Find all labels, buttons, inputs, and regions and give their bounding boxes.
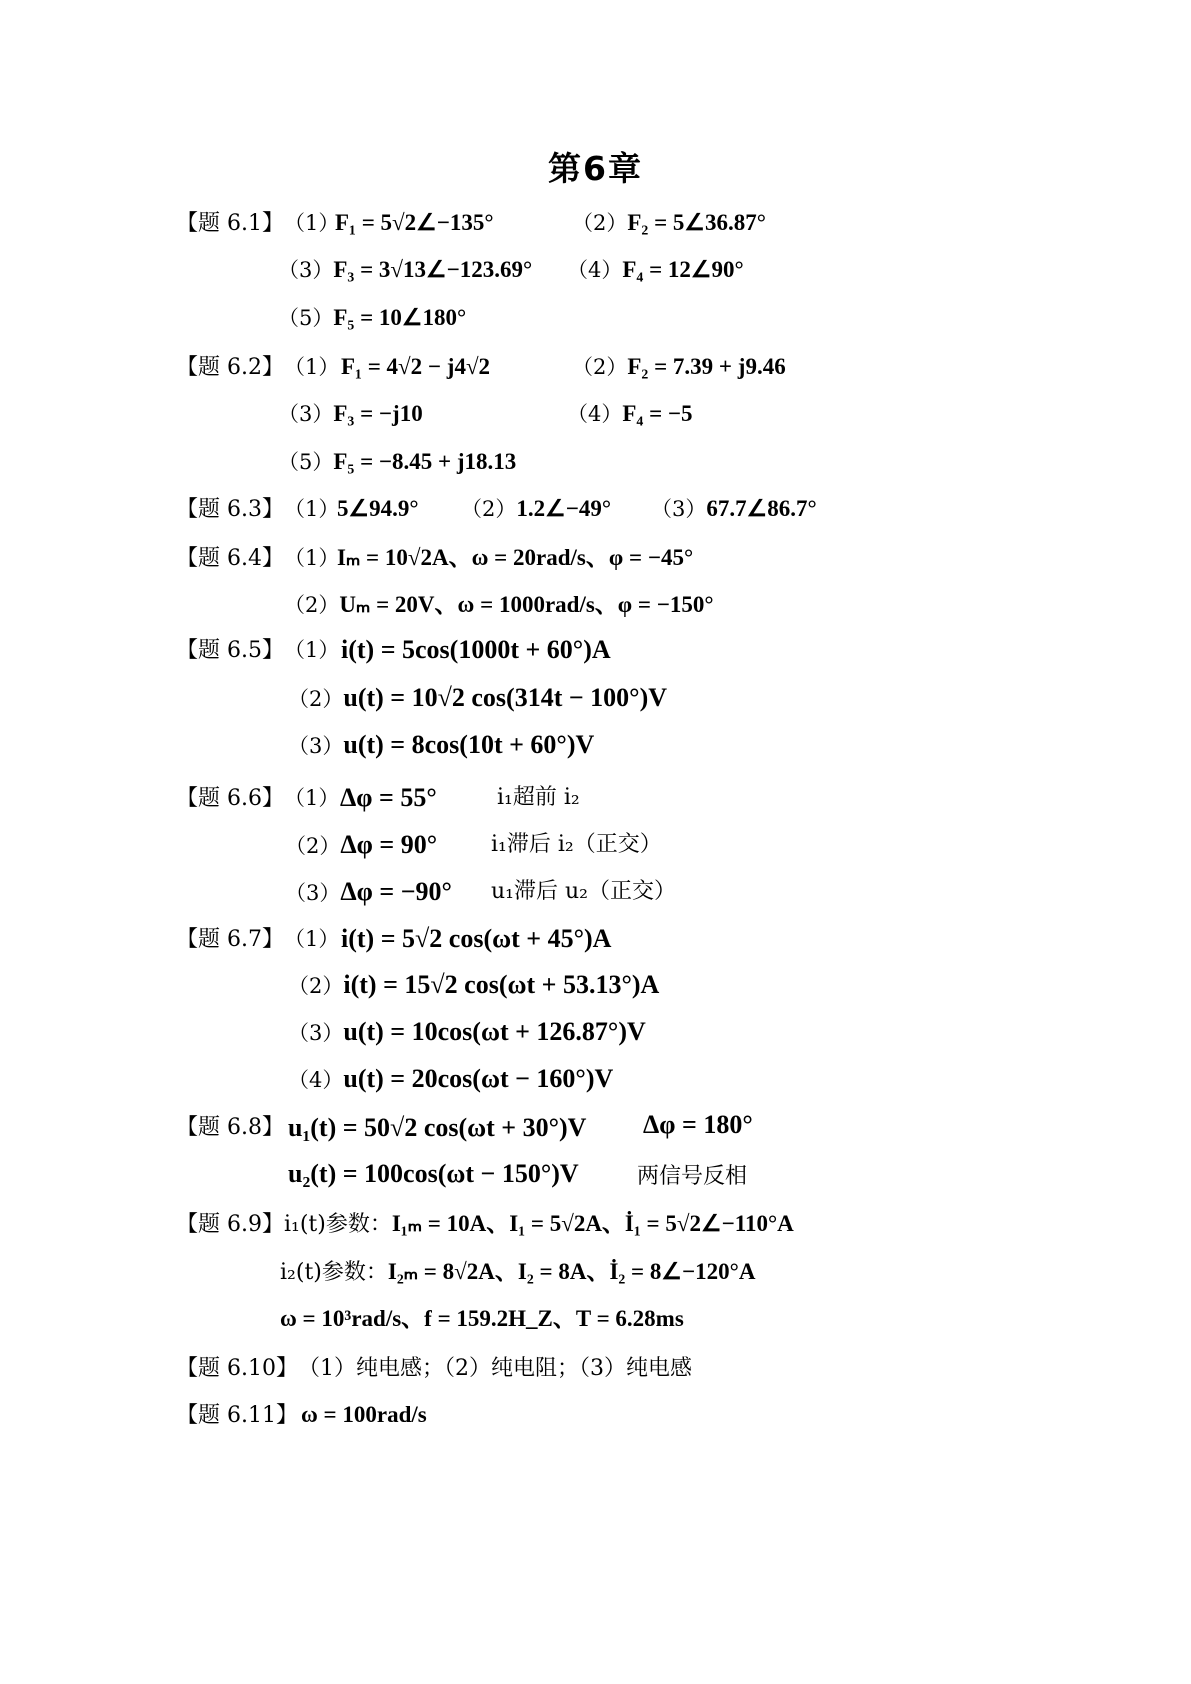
answer-expression: I₁ₘ = 10A、I₁ = 5√2A、İ₁ = 5√2∠−110°A <box>391 1211 794 1236</box>
answer-prefix: i₂(t)参数： <box>280 1260 388 1285</box>
answer-expression: ω = 10³rad/s、f = 159.2H_Z、T = 6.28ms <box>280 1306 684 1331</box>
answer-expression: u(t) = 8cos(10t + 60°)V <box>343 730 595 759</box>
answer-expression: 1.2∠−49° <box>516 496 612 521</box>
problem-6-9-line-1 <box>176 1207 794 1241</box>
answer-expression: Δφ = 180° <box>643 1110 753 1139</box>
answer-expression: F₄ = 12∠90° <box>622 257 744 282</box>
answer-expression: F₂ = 7.39 + j9.46 <box>627 354 786 379</box>
part-number: （2） <box>461 497 517 521</box>
problem-6-6-line-2 <box>285 828 437 862</box>
problem-6-11-line-1 <box>176 1399 298 1433</box>
problem-6-10-line-1 <box>176 1352 692 1386</box>
answer-expression: u(t) = 10cos(ωt + 126.87°)V <box>343 1017 646 1046</box>
answer-expression: F₅ = −8.45 + j18.13 <box>333 449 517 474</box>
part-number: （3） <box>288 1021 344 1045</box>
answer-expression: F₃ = 3√13∠−123.69° <box>333 257 533 282</box>
problem-6-8-line-1 <box>176 1111 284 1145</box>
problem-6-3-line-1 <box>176 492 339 526</box>
answer-expression: 67.7∠86.7° <box>706 496 817 521</box>
answer-expression: F₃ = −j10 <box>333 401 423 426</box>
problem-6-7-line-2 <box>288 968 659 1002</box>
problem-6-2-line-2 <box>278 397 423 431</box>
part-number: （5） <box>278 450 334 474</box>
part-number: （2） <box>572 211 628 235</box>
problem-6-7-line-4 <box>288 1062 613 1096</box>
part-number: （4） <box>567 402 623 426</box>
problem-label: 【题 6.5】 <box>176 638 284 663</box>
answer-note: i₁超前 i₂ <box>497 785 580 810</box>
part-number: （2） <box>284 593 340 617</box>
answer-expression: Δφ = 90° <box>340 830 438 859</box>
problem-6-2-line-1 <box>176 350 339 384</box>
part-number: （2） <box>285 834 341 858</box>
answer-expression: ω = 100rad/s <box>301 1402 427 1427</box>
problem-label: 【题 6.10】 <box>176 1356 298 1381</box>
answer-expression: F₁ = 5√2∠−135° <box>335 210 494 235</box>
problem-label: 【题 6.1】 <box>176 211 284 236</box>
problem-label: 【题 6.8】 <box>176 1115 284 1140</box>
problem-6-4-line-2 <box>284 588 714 622</box>
answer-expression: 5∠94.9° <box>337 496 419 521</box>
part-number: （4） <box>288 1068 344 1092</box>
answer-expression: F₅ = 10∠180° <box>333 305 467 330</box>
problem-6-1-line-2 <box>278 253 532 287</box>
problem-6-7-line-1 <box>176 922 339 956</box>
part-number: （1） <box>283 786 340 810</box>
answer-expression: u₁(t) = 50√2 cos(ωt + 30°)V <box>288 1113 587 1142</box>
problem-6-5-line-2 <box>288 681 667 715</box>
problem-label: 【题 6.6】 <box>176 786 284 811</box>
problem-6-2-line-3 <box>278 445 516 479</box>
answer-expression: F₄ = −5 <box>622 401 693 426</box>
answer-expression: F₁ = 4√2 − j4√2 <box>341 354 491 379</box>
answer-expression: u(t) = 20cos(ωt − 160°)V <box>343 1064 614 1093</box>
problem-label: 【题 6.3】 <box>176 497 284 522</box>
problem-6-6-line-1 <box>176 781 339 815</box>
problem-6-4-line-1 <box>176 541 339 575</box>
problem-6-1-line-3 <box>278 301 466 335</box>
chapter-title: 第6章 <box>548 149 643 188</box>
part-number: （2） <box>288 687 344 711</box>
part-number: （3） <box>285 881 341 905</box>
answer-expression: i(t) = 5√2 cos(ωt + 45°)A <box>341 924 612 953</box>
problem-6-9-line-2 <box>280 1255 755 1289</box>
problem-label: 【题 6.7】 <box>176 927 284 952</box>
answer-note: i₁滞后 i₂（正交） <box>491 832 662 857</box>
problem-6-8-line-2 <box>288 1157 579 1191</box>
problem-6-5-line-1 <box>176 633 339 667</box>
part-number: （5） <box>278 306 334 330</box>
problem-label: 【题 6.9】 <box>176 1212 284 1237</box>
answer-expression: Uₘ = 20V、ω = 1000rad/s、φ = −150° <box>339 592 714 617</box>
part-number: （3） <box>651 497 707 521</box>
answer-prefix: i₁(t)参数： <box>283 1212 392 1237</box>
part-number: （3） <box>278 402 334 426</box>
answer-expression: Δφ = −90° <box>340 877 452 906</box>
part-number: （1） <box>283 355 340 379</box>
part-number: （1） <box>283 546 340 570</box>
part-number: （1） <box>283 638 340 662</box>
answer-note: u₁滞后 u₂（正交） <box>491 879 676 904</box>
answer-expression: i(t) = 15√2 cos(ωt + 53.13°)A <box>343 970 660 999</box>
answer-expression: Δφ = 55° <box>340 783 437 812</box>
problem-6-1-line-1 <box>176 206 339 240</box>
answer-note: 两信号反相 <box>637 1164 748 1189</box>
part-number: （4） <box>567 258 623 282</box>
part-number: （1） <box>283 211 340 235</box>
problem-label: 【题 6.4】 <box>176 546 284 571</box>
answer-expression: F₂ = 5∠36.87° <box>627 210 766 235</box>
part-number: （2） <box>288 974 344 998</box>
answer-note: （1）纯电感；（2）纯电阻；（3）纯电感 <box>297 1356 692 1381</box>
problem-6-7-line-3 <box>288 1015 646 1049</box>
problem-6-5-line-3 <box>288 728 594 762</box>
part-number: （1） <box>283 927 340 951</box>
problem-label: 【题 6.11】 <box>176 1403 298 1428</box>
problem-6-9-line-3 <box>280 1302 684 1336</box>
answer-expression: I₂ₘ = 8√2A、I₂ = 8A、İ₂ = 8∠−120°A <box>387 1259 756 1284</box>
answer-expression: u₂(t) = 100cos(ωt − 150°)V <box>288 1159 579 1188</box>
answer-expression: i(t) = 5cos(1000t + 60°)A <box>341 635 611 664</box>
problem-6-6-line-3 <box>285 875 452 909</box>
answer-expression: Iₘ = 10√2A、ω = 20rad/s、φ = −45° <box>337 545 694 570</box>
problem-label: 【题 6.2】 <box>176 355 284 380</box>
part-number: （3） <box>288 734 344 758</box>
part-number: （3） <box>278 258 334 282</box>
answer-expression: u(t) = 10√2 cos(314t − 100°)V <box>343 683 668 712</box>
part-number: （1） <box>283 497 340 521</box>
part-number: （2） <box>572 355 628 379</box>
